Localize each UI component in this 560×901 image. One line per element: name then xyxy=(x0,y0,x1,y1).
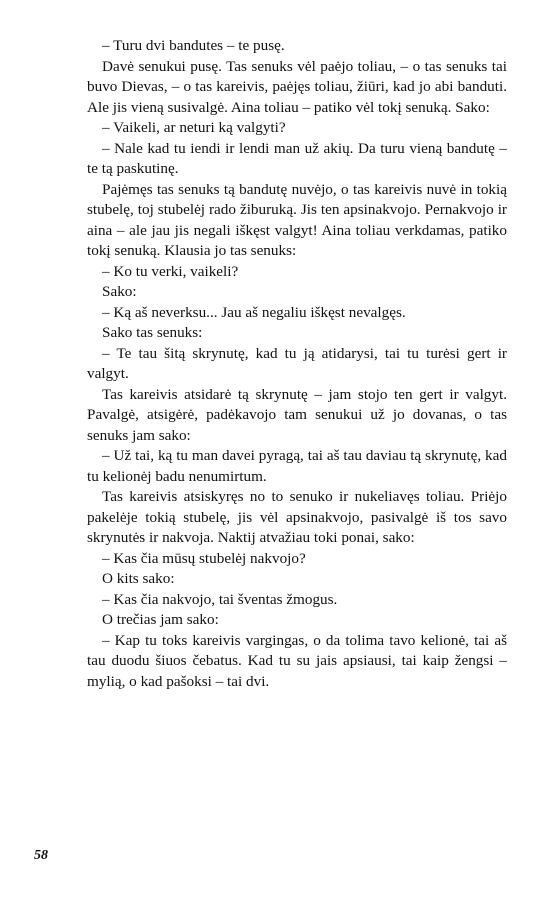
paragraph: O trečias jam sako: xyxy=(102,611,219,628)
paragraph: Sako: xyxy=(102,283,137,300)
paragraph: – Ką aš neverksu... Jau aš negaliu iškęst nevalgęs. xyxy=(102,303,406,321)
paragraph: – Kap tu toks kareivis vargingas, o da tolima tavo kelionė, tai aš tau duodu šiuos čebatus. Kad tu su jais apsiausi, tai kaip žengsi – mylią, o kad pašoksi – tai dvi. xyxy=(87,631,507,690)
paragraph: Sako tas senuks: xyxy=(102,324,203,341)
paragraph: Tas kareivis atsidarė tą skrynutę – jam stojo ten gert ir valgyt. Pavalgė, atsigėrė, padėkavojo tam senukui už jo dovanas, o tas senuks jam sako: xyxy=(87,385,507,444)
paragraph: – Turu dvi bandutes – te pusę. xyxy=(102,37,285,54)
paragraph: – Kas čia nakvojo, tai šventas žmogus. xyxy=(102,590,338,608)
paragraph: O kits sako: xyxy=(102,570,175,587)
paragraph: – Kas čia mūsų stubelėj nakvojo? xyxy=(102,549,306,567)
paragraph: – Ko tu verki, vaikeli? xyxy=(102,262,239,280)
paragraph: – Vaikeli, ar neturi ką valgyti? xyxy=(102,119,286,136)
paragraph: Pajėmęs tas senuks tą bandutę nuvėjo, o tas kareivis nuvė in tokią stubelę, toj stubelėj rado žiburuką. Jis ten apsinakvojo. Pernakvojo ir aina – ale jau jis negali iškęst valgyt! Aina toliau verkdamas, patiko tokį senuką. Klausia jo tas senuks: xyxy=(87,180,507,259)
body-text xyxy=(87,36,507,692)
paragraph: Davė senukui pusę. Tas senuks vėl paėjo toliau, – o tas senuks tai buvo Dievas, – o tas kareivis, paėjęs toliau, žiūri, kad jo abi banduti. Ale jis vieną susivalgė. Aina toliau – patiko vėl tokį senuką. Sako: xyxy=(87,57,507,116)
paragraph: – Už tai, ką tu man davei pyragą, tai aš tau daviau tą skrynutę, kad tu kelionėj badu nenumirtum. xyxy=(87,447,507,485)
paragraph: – Te tau šitą skrynutę, kad tu ją atidarysi, tai tu turėsi gert ir valgyt. xyxy=(87,344,507,382)
page-number: 58 xyxy=(34,848,48,863)
paragraph: – Nale kad tu iendi ir lendi man už akių. Da turu vieną bandutę – te tą paskutinę. xyxy=(87,139,507,177)
paragraph: Tas kareivis atsiskyręs no to senuko ir nukeliavęs toliau. Priėjo pakelėje tokią stubelę, jis vėl apsinakvojo, pasivalgė iš tos savo skrynutės ir nakvoja. Naktij atvažiau toki ponai, sako: xyxy=(87,488,507,546)
